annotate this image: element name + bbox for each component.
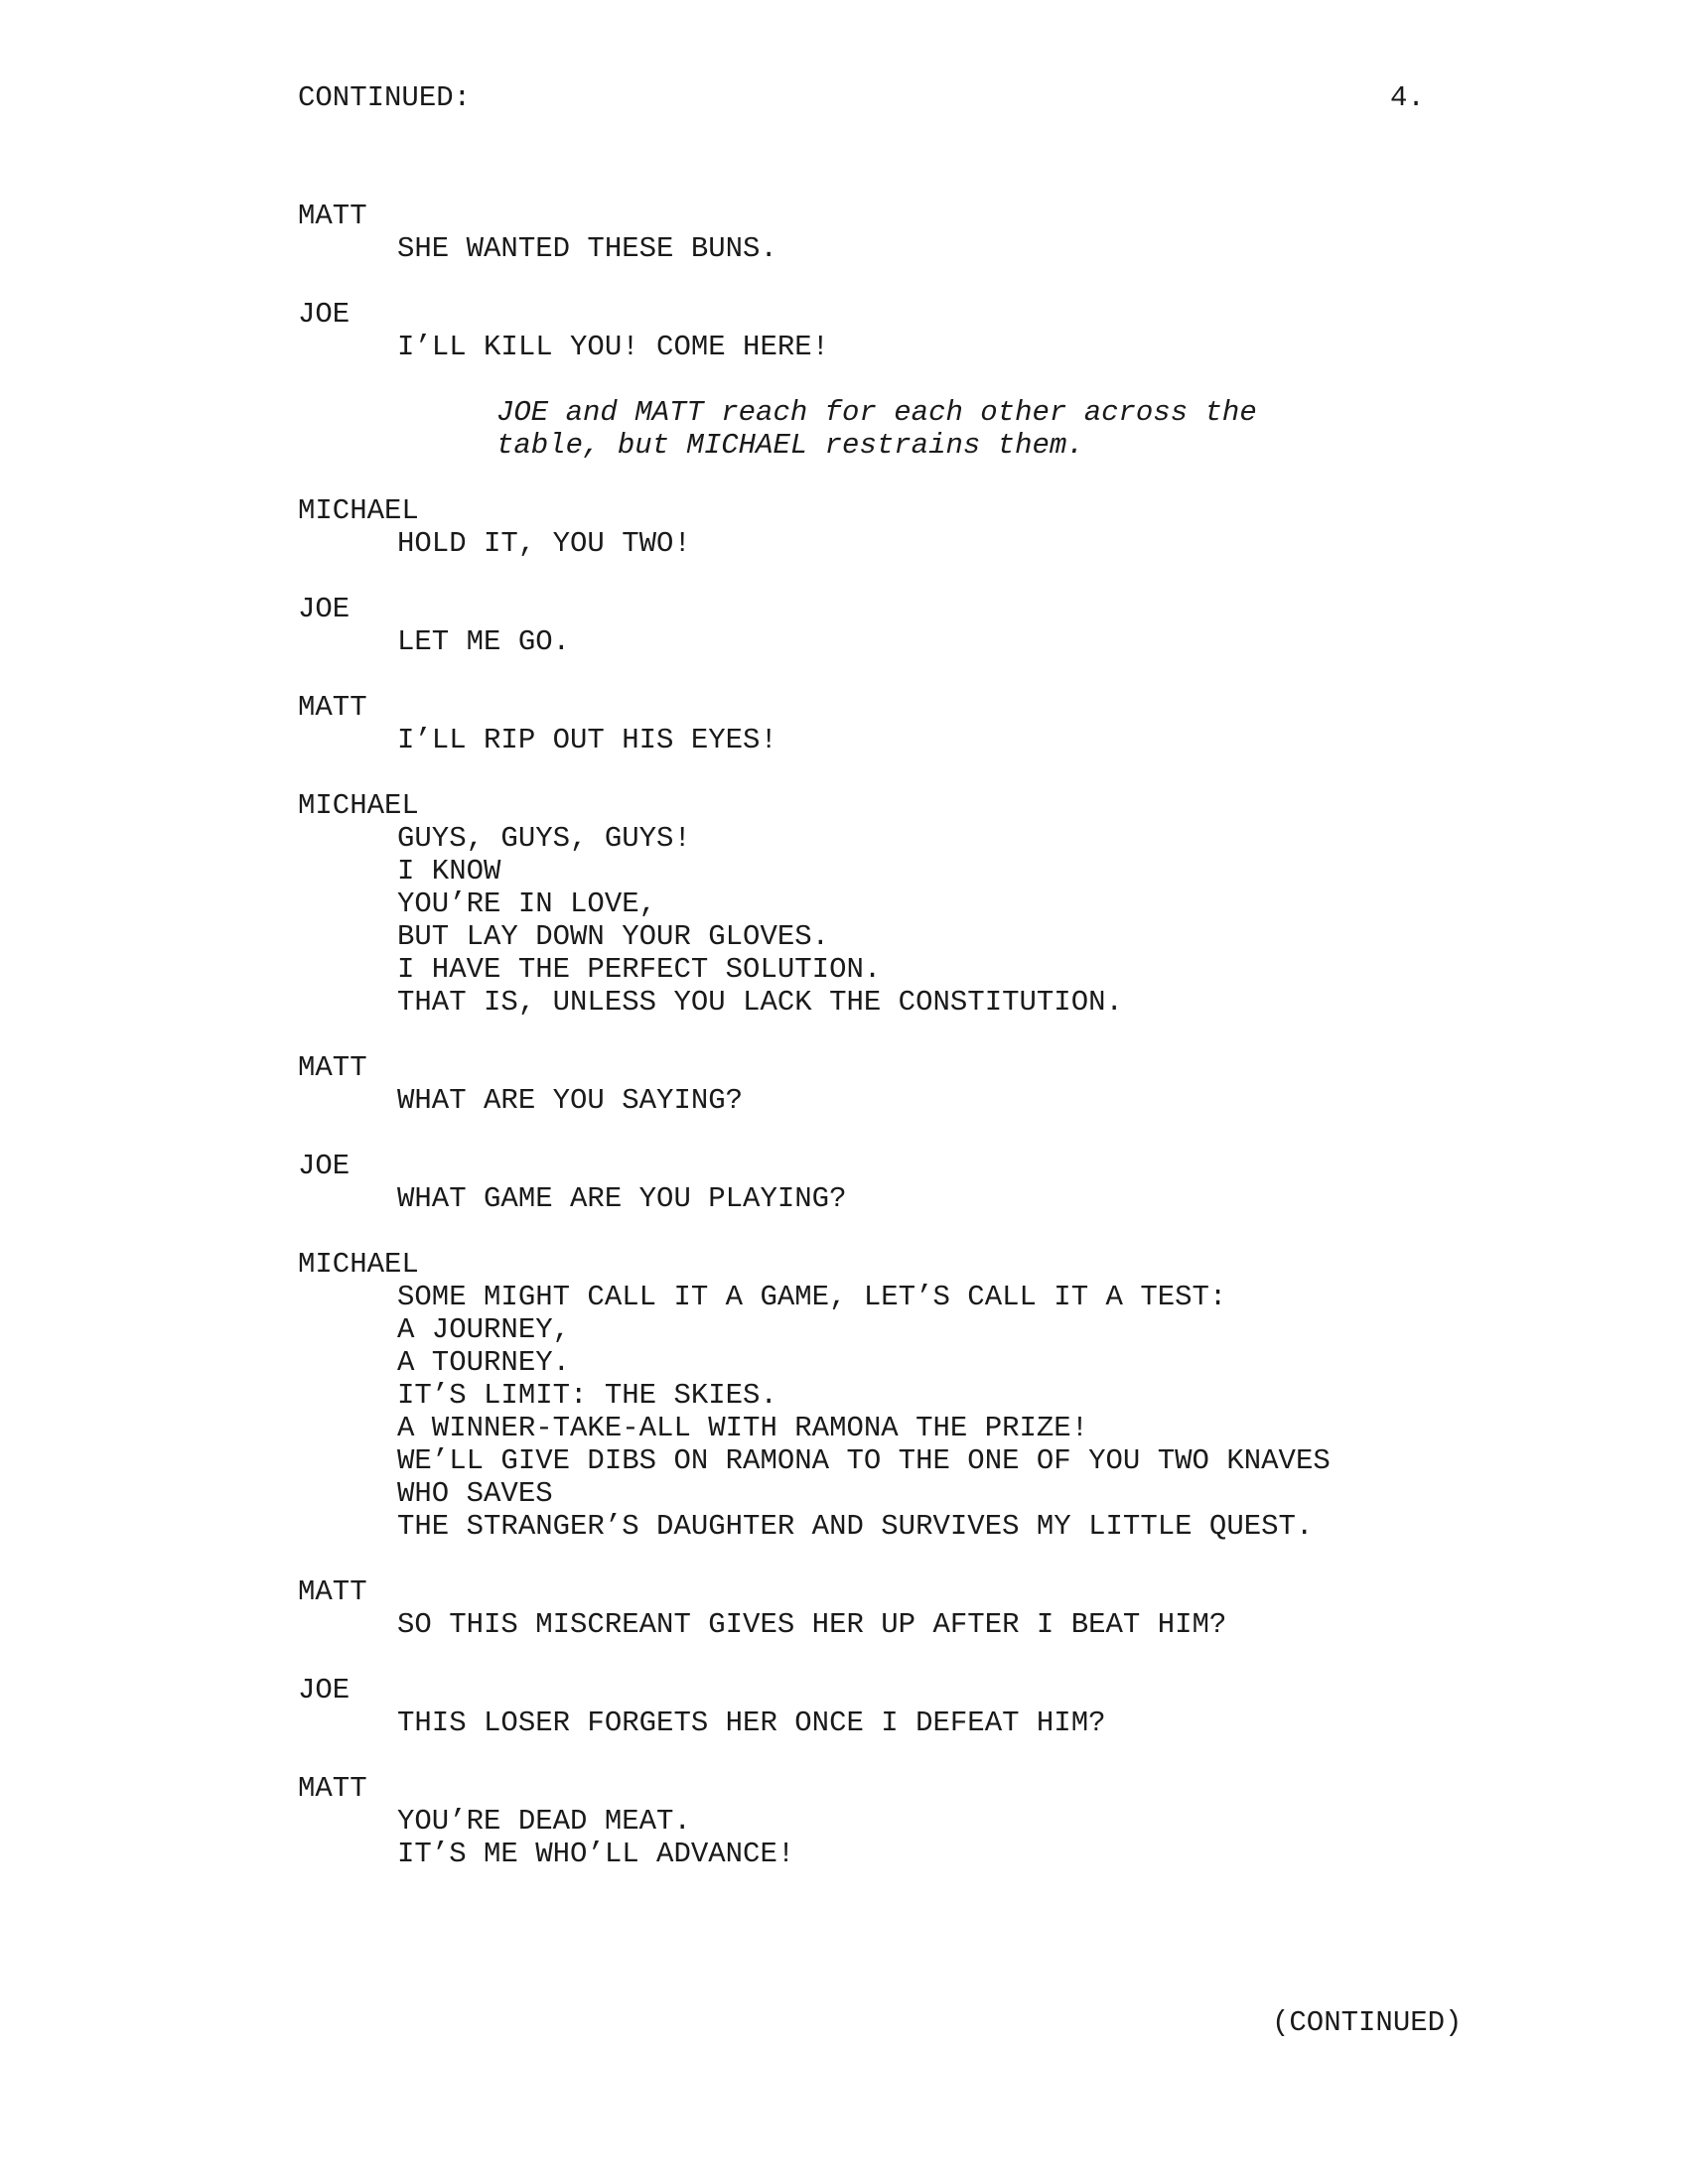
dialogue-line: HOLD IT, YOU TWO! (397, 527, 691, 560)
character-name: JOE (298, 1674, 351, 1706)
page-number: 4. (1390, 81, 1425, 114)
character-name: MATT (298, 1575, 367, 1608)
dialogue-line: I HAVE THE PERFECT SOLUTION. (397, 953, 882, 986)
dialogue-text (397, 1805, 1589, 1870)
dialogue-block (298, 593, 1589, 658)
dialogue-block (298, 200, 1589, 265)
dialogue-line: IT’S LIMIT: THE SKIES. (397, 1379, 777, 1412)
dialogue-block (298, 1150, 1589, 1215)
character-name: MATT (298, 691, 367, 724)
dialogue-line: A JOURNEY, (397, 1313, 571, 1346)
dialogue-block (298, 298, 1589, 363)
dialogue-line: YOU’RE DEAD MEAT. (397, 1805, 691, 1838)
dialogue-line: WHAT GAME ARE YOU PLAYING? (397, 1182, 847, 1215)
dialogue-block (298, 1051, 1589, 1117)
dialogue-line: A TOURNEY. (397, 1346, 571, 1379)
dialogue-line: I’LL KILL YOU! COME HERE! (397, 331, 830, 363)
dialogue-text (397, 331, 1589, 363)
dialogue-block (298, 1575, 1589, 1641)
dialogue-line: A WINNER-TAKE-ALL WITH RAMONA THE PRIZE! (397, 1412, 1089, 1444)
script-body (298, 200, 1589, 1903)
dialogue-text (397, 724, 1589, 756)
character-name: MICHAEL (298, 494, 419, 527)
dialogue-text (397, 1084, 1589, 1117)
dialogue-line: I KNOW (397, 855, 501, 887)
dialogue-line: I’LL RIP OUT HIS EYES! (397, 724, 777, 756)
dialogue-block (298, 494, 1589, 560)
character-name: MATT (298, 1772, 367, 1805)
character-name: MATT (298, 1051, 367, 1084)
dialogue-text (397, 1281, 1589, 1543)
dialogue-text (397, 232, 1589, 265)
dialogue-block (298, 1772, 1589, 1870)
dialogue-line: GUYS, GUYS, GUYS! (397, 822, 691, 855)
character-name: JOE (298, 298, 351, 331)
character-name: JOE (298, 1150, 351, 1182)
dialogue-text (397, 1608, 1589, 1641)
dialogue-line: WHO SAVES (397, 1477, 553, 1510)
dialogue-line: LET ME GO. (397, 625, 571, 658)
dialogue-line: IT’S ME WHO’LL ADVANCE! (397, 1838, 795, 1870)
dialogue-block (298, 1674, 1589, 1739)
dialogue-text (397, 1182, 1589, 1215)
character-name: JOE (298, 593, 351, 625)
dialogue-text (397, 1706, 1589, 1739)
continued-footer: (CONTINUED) (1272, 2006, 1463, 2039)
continued-header: CONTINUED: (298, 81, 472, 114)
dialogue-line: THIS LOSER FORGETS HER ONCE I DEFEAT HIM? (397, 1706, 1106, 1739)
dialogue-text (397, 625, 1589, 658)
character-name: MICHAEL (298, 1248, 419, 1281)
dialogue-text (397, 822, 1589, 1019)
dialogue-line: THAT IS, UNLESS YOU LACK THE CONSTITUTION. (397, 986, 1123, 1019)
dialogue-block (298, 1248, 1589, 1543)
dialogue-block (298, 789, 1589, 1019)
action-line: table, but MICHAEL restrains them. (496, 429, 1084, 462)
dialogue-line: SO THIS MISCREANT GIVES HER UP AFTER I BEAT HIM? (397, 1608, 1227, 1641)
dialogue-line: YOU’RE IN LOVE, (397, 887, 657, 920)
dialogue-block (298, 691, 1589, 756)
dialogue-line: SOME MIGHT CALL IT A GAME, LET’S CALL IT A TEST: (397, 1281, 1227, 1313)
action-line: JOE and MATT reach for each other across the (496, 396, 1257, 429)
dialogue-line: WE’LL GIVE DIBS ON RAMONA TO THE ONE OF YOU TWO KNAVES (397, 1444, 1331, 1477)
character-name: MATT (298, 200, 367, 232)
dialogue-line: BUT LAY DOWN YOUR GLOVES. (397, 920, 830, 953)
character-name: MICHAEL (298, 789, 419, 822)
dialogue-line: THE STRANGER’S DAUGHTER AND SURVIVES MY LITTLE QUEST. (397, 1510, 1314, 1543)
dialogue-line: WHAT ARE YOU SAYING? (397, 1084, 744, 1117)
action-description (496, 396, 1589, 462)
dialogue-line: SHE WANTED THESE BUNS. (397, 232, 777, 265)
dialogue-text (397, 527, 1589, 560)
